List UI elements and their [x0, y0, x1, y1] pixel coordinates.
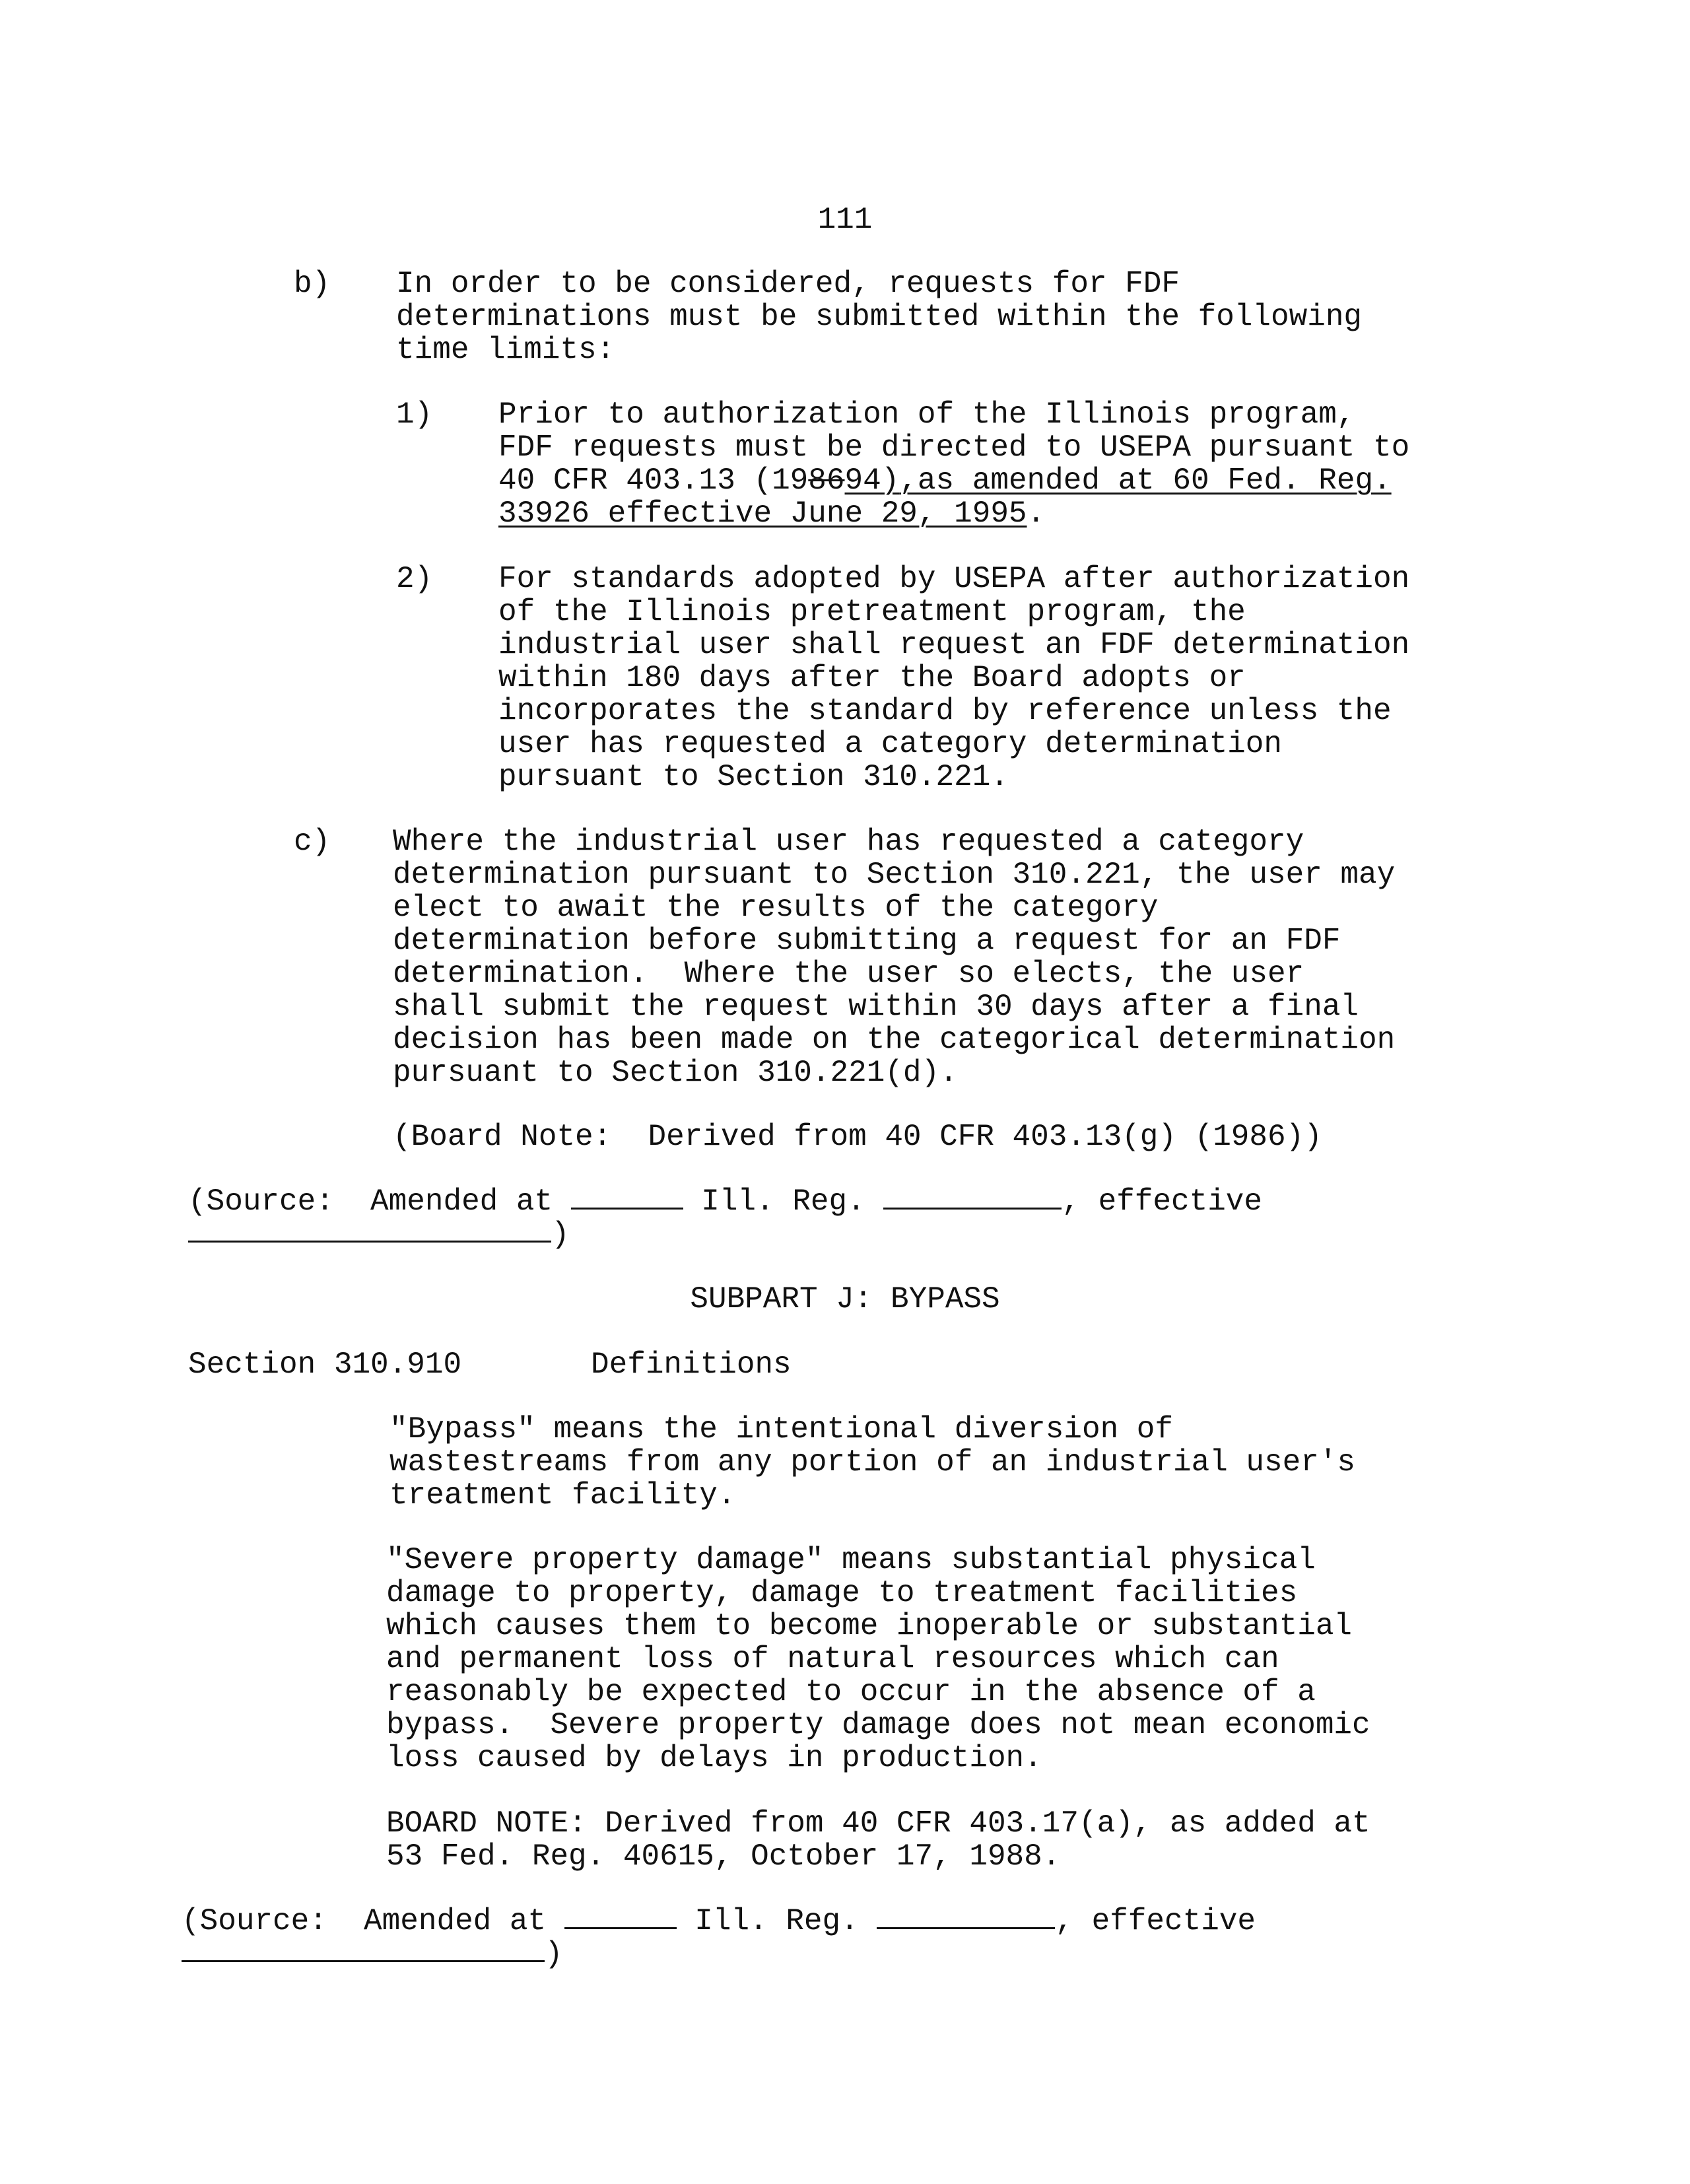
- sub-2-line: within 180 days after the Board adopts or: [498, 661, 1246, 695]
- definition-line: damage to property, damage to treatment facilities: [386, 1576, 1298, 1610]
- inserted-text: 33926 effective June 29, 1995: [498, 496, 1027, 531]
- sub-1-line: Prior to authorization of the Illinois program,: [498, 397, 1355, 432]
- blank-line: [883, 1208, 1062, 1210]
- sub-2-line: For standards adopted by USEPA after authorization: [498, 562, 1410, 596]
- sub-2-line: user has requested a category determination: [498, 727, 1282, 761]
- definition-line: reasonably be expected to occur in the absence of a: [386, 1675, 1316, 1709]
- blank-line: [564, 1927, 677, 1929]
- sub-1-label: 1): [396, 397, 433, 432]
- blank-line: [182, 1960, 545, 1962]
- text-segment: 40 CFR 403.13 (19: [498, 463, 809, 498]
- sub-1-line: FDF requests must be directed to USEPA pursuant to: [498, 430, 1410, 465]
- definition-line: "Bypass" means the intentional diversion of: [389, 1412, 1173, 1447]
- source-note: [188, 1185, 1262, 1218]
- subpart-heading: SUBPART J: BYPASS: [690, 1282, 1000, 1316]
- item-b-label: b): [294, 267, 331, 301]
- item-c-label: c): [294, 825, 331, 859]
- definition-line: which causes them to become inoperable or substantial: [386, 1609, 1353, 1643]
- item-c-line: determination before submitting a request for an FDF: [393, 924, 1341, 958]
- sub-2-line: incorporates the standard by reference unless the: [498, 694, 1392, 728]
- text-segment: .: [1027, 496, 1046, 531]
- item-c-line: decision has been made on the categorical determination: [393, 1023, 1396, 1057]
- sub-2-line: pursuant to Section 310.221.: [498, 760, 1009, 794]
- source-end: , effective: [1062, 1184, 1263, 1219]
- blank-line: [188, 1241, 551, 1243]
- section-title: Definitions: [591, 1348, 792, 1382]
- item-c-line: determination pursuant to Section 310.221, the user may: [393, 858, 1396, 892]
- source-note-close: [188, 1218, 570, 1251]
- definition-line: treatment facility.: [389, 1478, 736, 1513]
- struck-text: 86: [808, 463, 845, 498]
- definition-line: bypass. Severe property damage does not mean economic: [386, 1708, 1370, 1742]
- source-end: , effective: [1055, 1904, 1256, 1938]
- source-note-close: [182, 1938, 563, 1971]
- item-c-line: Where the industrial user has requested a category: [393, 825, 1304, 859]
- item-c-line: shall submit the request within 30 days after a final: [393, 990, 1359, 1024]
- item-b-line: In order to be considered, requests for FDF: [396, 267, 1180, 301]
- source-close: ): [545, 1937, 563, 1971]
- item-b-line: time limits:: [396, 333, 615, 367]
- definition-line: and permanent loss of natural resources which can: [386, 1642, 1279, 1676]
- blank-line: [571, 1208, 683, 1210]
- definition-line: loss caused by delays in production.: [386, 1741, 1042, 1775]
- source-mid: Ill. Reg.: [676, 1904, 877, 1938]
- section-number: Section 310.910: [188, 1348, 462, 1382]
- sub-1-line-amended: [498, 464, 1392, 497]
- inserted-text: 94): [844, 463, 900, 498]
- sub-2-line: industrial user shall request an FDF determination: [498, 628, 1410, 662]
- item-c-line: pursuant to Section 310.221(d).: [393, 1056, 958, 1090]
- blank-line: [877, 1927, 1055, 1929]
- source-mid: Ill. Reg.: [683, 1184, 884, 1219]
- board-note: 53 Fed. Reg. 40615, October 17, 1988.: [386, 1839, 1061, 1874]
- item-c-line: determination. Where the user so elects, the user: [393, 957, 1304, 991]
- sub-2-line: of the Illinois pretreatment program, the: [498, 595, 1246, 629]
- source-note: [182, 1905, 1256, 1938]
- definition-line: wastestreams from any portion of an industrial user's: [389, 1445, 1356, 1480]
- item-c-line: elect to await the results of the category: [393, 891, 1159, 925]
- page-number: 111: [817, 203, 873, 237]
- source-prefix: (Source: Amended at: [182, 1904, 564, 1938]
- sub-1-line-amended: [498, 497, 1045, 530]
- definition-line: "Severe property damage" means substantial physical: [386, 1543, 1316, 1577]
- source-prefix: (Source: Amended at: [188, 1184, 571, 1219]
- board-note: (Board Note: Derived from 40 CFR 403.13(g) (1986)): [393, 1120, 1322, 1154]
- inserted-text: ,as amended at 60 Fed. Reg.: [899, 463, 1392, 498]
- item-b-line: determinations must be submitted within the following: [396, 300, 1363, 334]
- sub-2-label: 2): [396, 562, 433, 596]
- board-note: BOARD NOTE: Derived from 40 CFR 403.17(a), as added at: [386, 1806, 1370, 1841]
- source-close: ): [551, 1217, 570, 1252]
